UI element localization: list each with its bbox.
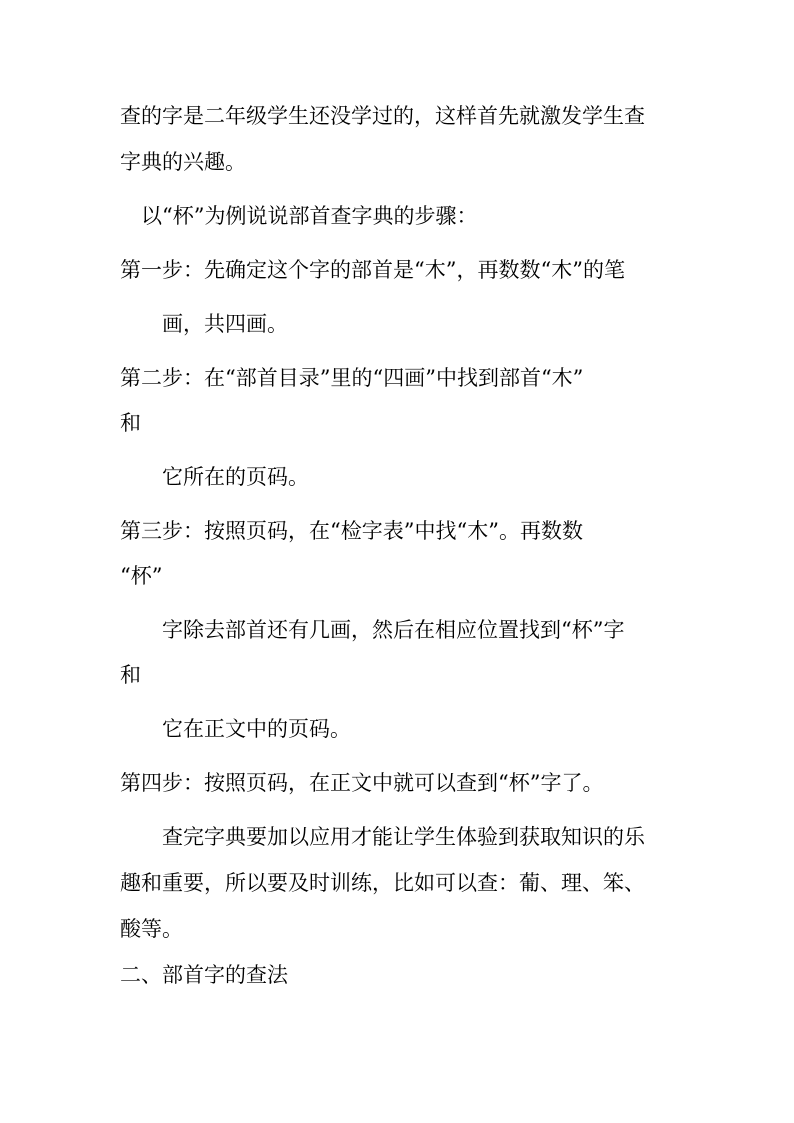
step-four-line: 第四步：按照页码，在正文中就可以查到“杯”字了。: [120, 771, 604, 795]
step-two-line-1: 第二步：在“部首目录”里的“四画”中找到部首“木”: [120, 366, 584, 390]
step-three-line-3: 字除去部首还有几画，然后在相应位置找到“杯”字: [162, 618, 625, 642]
section-heading: 二、部首字的查法: [120, 963, 288, 987]
paragraph-line-6: 酸等。: [120, 917, 183, 941]
step-three-line-5: 它在正文中的页码。: [162, 717, 351, 741]
paragraph-line-3: 以“杯”为例说说部首查字典的步骤：: [141, 204, 478, 228]
paragraph-line-5: 趣和重要，所以要及时训练，比如可以查：葡、理、笨、: [120, 871, 645, 895]
step-one-line-1: 第一步：先确定这个字的部首是“木”，再数数“木”的笔: [120, 258, 625, 282]
paragraph-line-1: 查的字是二年级学生还没学过的，这样首先就激发学生查: [120, 104, 645, 128]
paragraph-line-2: 字典的兴趣。: [120, 150, 246, 174]
step-two-line-2: 和: [120, 411, 141, 435]
step-three-line-1: 第三步：按照页码，在“检字表”中找“木”。再数数: [120, 519, 583, 543]
step-three-line-4: 和: [120, 663, 141, 687]
step-two-line-3: 它所在的页码。: [162, 465, 309, 489]
step-three-line-2: “杯”: [120, 564, 163, 588]
step-one-line-2: 画，共四画。: [162, 312, 288, 336]
paragraph-line-4: 查完字典要加以应用才能让学生体验到获取知识的乐: [162, 825, 645, 849]
